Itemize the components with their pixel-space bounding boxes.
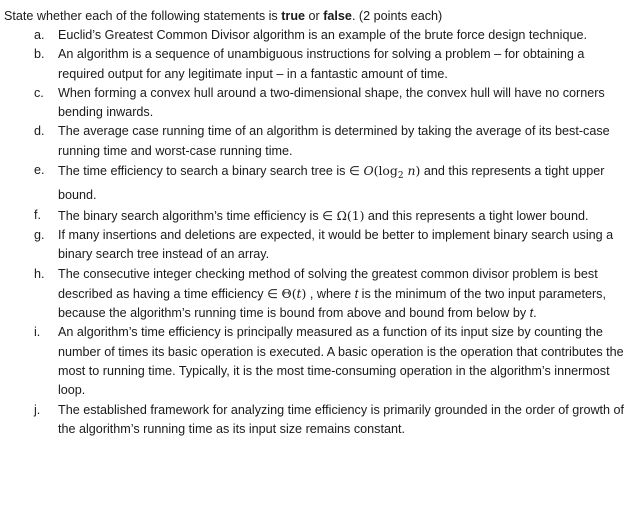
statement-text: The established framework for analyzing time efficiency is primarily grounded in the order of growth of the algorithm’s running time as its input size remains constant. <box>58 402 625 436</box>
statement-text: Euclid’s Greatest Common Divisor algorithm is an example of the brute force design technique. <box>58 28 587 42</box>
statement-text-middle2: is the minimum of the two input parameters, because the algorithm’s running time is bound from above and bound from below by <box>58 286 606 321</box>
heading-false-word: false <box>323 9 352 23</box>
statement-text-after: and this represents a tight upper bound. <box>58 164 605 203</box>
statement-h <box>3 265 629 324</box>
question-heading <box>4 7 629 26</box>
statement-i <box>3 323 629 400</box>
log-function: (log <box>373 163 398 179</box>
statement-text-before: The consecutive integer checking method of solving the greatest common divisor problem is best described as having a time efficiency ∈ <box>58 266 598 301</box>
statement-letter: d. <box>34 124 45 139</box>
heading-middle: or <box>305 9 324 23</box>
statement-letter: f. <box>34 207 41 222</box>
statement-text: The average case running time of an algorithm is determined by taking the average of its best-case running time and worst-case running time. <box>58 124 610 158</box>
statement-c <box>3 84 629 123</box>
statement-d <box>3 122 629 161</box>
statement-e <box>3 161 629 206</box>
statement-letter: c. <box>34 85 44 100</box>
theta-symbol: Θ( <box>281 285 297 301</box>
statement-letter: e. <box>34 163 45 178</box>
variable-t: t <box>529 306 534 321</box>
statement-text-after: . <box>533 306 537 321</box>
theta-argument: t <box>296 285 302 301</box>
big-o-symbol: O <box>363 163 374 179</box>
statement-letter: b. <box>34 47 45 62</box>
heading-true-word: true <box>281 9 306 23</box>
statement-a <box>3 26 629 45</box>
closing-paren: ) <box>301 285 307 301</box>
omega-expression: Ω(1) <box>336 207 365 223</box>
variable-t: t <box>354 286 359 301</box>
statement-text: If many insertions and deletions are expected, it would be better to implement binary search using a binary search tree instead of an array. <box>58 227 614 262</box>
heading-prefix: State whether each of the following statements is <box>4 9 282 23</box>
statement-text-after: and this represents a tight lower bound. <box>364 208 589 223</box>
statement-text-middle: , where <box>306 286 355 301</box>
statement-j <box>3 401 629 440</box>
statement-list <box>3 26 629 439</box>
statement-letter: i. <box>34 325 41 340</box>
statement-text-before: The time efficiency to search a binary search tree is ∈ <box>58 164 364 179</box>
big-o-expression <box>363 163 421 182</box>
theta-expression <box>282 286 307 301</box>
statement-text: An algorithm’s time efficiency is principally measured as a function of its input size by counting the number of times its basic operation is executed. A basic operation is the operation that contributes the most to running time. Typically, it is the most time-consuming operation in the algorithm’s innermost loop. <box>58 325 624 398</box>
log-argument: n <box>407 163 416 179</box>
statement-text: When forming a convex hull around a two-dimensional shape, the convex hull will have no corners bending inwards. <box>58 85 605 120</box>
closing-paren: ) <box>415 163 421 179</box>
heading-suffix: . (2 points each) <box>351 9 443 23</box>
statement-letter: h. <box>34 266 45 281</box>
statement-g <box>3 226 629 265</box>
statement-letter: a. <box>34 28 45 42</box>
statement-letter: g. <box>34 227 45 242</box>
statement-b <box>3 45 629 84</box>
statement-text: An algorithm is a sequence of unambiguous instructions for solving a problem – for obtaining a required output for any legitimate input – in a fantastic amount of time. <box>58 47 585 81</box>
statement-letter: j. <box>34 402 41 417</box>
statement-text-before: The binary search algorithm’s time efficiency is ∈ <box>58 208 337 223</box>
log-base: 2 <box>397 171 404 182</box>
statement-f <box>3 206 629 226</box>
